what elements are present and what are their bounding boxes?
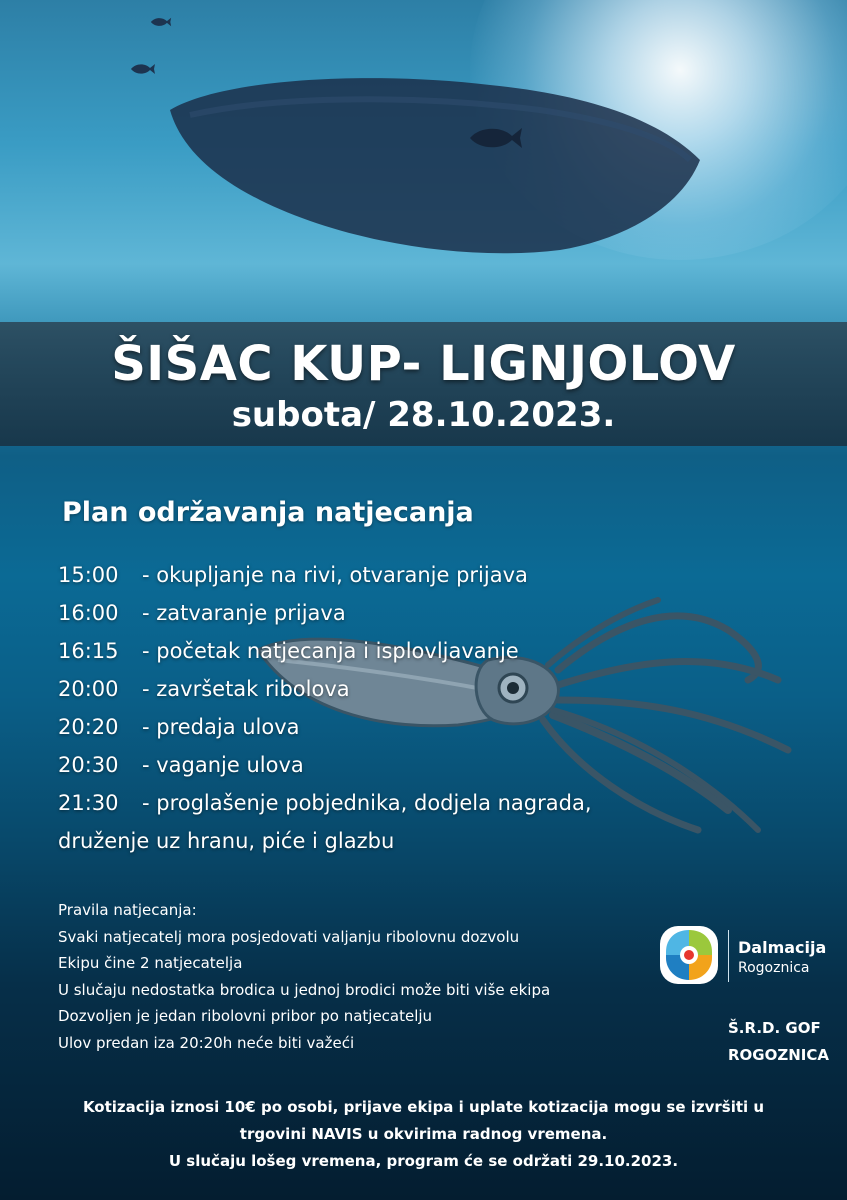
schedule-time: 15:00 bbox=[58, 563, 119, 587]
event-title: ŠIŠAC KUP- LIGNJOLOV bbox=[111, 336, 736, 392]
schedule-text: - okupljanje na rivi, otvaranje prijava bbox=[142, 563, 528, 587]
footer-info bbox=[0, 1094, 847, 1175]
schedule-time: 20:30 bbox=[58, 753, 119, 777]
logo-name: Dalmacija bbox=[738, 938, 827, 957]
footer-line: U slučaju lošeg vremena, program će se održati 29.10.2023. bbox=[168, 1152, 679, 1170]
schedule-item bbox=[58, 712, 592, 750]
logo-subtitle: Rogoznica bbox=[738, 960, 810, 976]
schedule-time: 20:20 bbox=[58, 715, 119, 739]
schedule-time: 16:15 bbox=[58, 639, 119, 663]
schedule-text: - zatvaranje prijava bbox=[142, 601, 346, 625]
schedule-item bbox=[58, 674, 592, 712]
rules-heading: Pravila natjecanja: bbox=[58, 901, 197, 919]
club-name bbox=[728, 1015, 829, 1069]
rules-section bbox=[58, 899, 550, 1058]
rule-item: Svaki natjecatelj mora posjedovati valjanju ribolovnu dozvolu bbox=[58, 927, 520, 946]
schedule-text: - početak natjecanja i isplovljavanje bbox=[142, 639, 519, 663]
logo-divider bbox=[728, 930, 729, 982]
plan-heading: Plan održavanja natjecanja bbox=[62, 497, 474, 528]
schedule-time: 16:00 bbox=[58, 601, 119, 625]
schedule-text: - predaja ulova bbox=[142, 715, 300, 739]
fish-icon bbox=[468, 122, 524, 152]
schedule-text: - vaganje ulova bbox=[142, 753, 304, 777]
club-name-line: Š.R.D. GOF bbox=[728, 1019, 821, 1037]
boat-hull-silhouette bbox=[160, 40, 720, 270]
dalmacija-logo-icon bbox=[656, 922, 722, 988]
event-date: subota/ 28.10.2023. bbox=[231, 395, 616, 435]
schedule-list bbox=[58, 560, 592, 864]
schedule-text: - završetak ribolova bbox=[142, 677, 350, 701]
club-name-line: ROGOZNICA bbox=[728, 1046, 829, 1064]
small-fish-icon bbox=[130, 62, 156, 76]
schedule-time: 21:30 bbox=[58, 791, 119, 815]
schedule-item bbox=[58, 560, 592, 598]
rule-item: Ekipu čine 2 natjecatelja bbox=[58, 954, 243, 972]
schedule-item bbox=[58, 750, 592, 788]
footer-line: Kotizacija iznosi 10€ po osobi, prijave ekipa i uplate kotizacija mogu se izvršiti u bbox=[82, 1098, 765, 1116]
schedule-item bbox=[58, 788, 592, 826]
rule-item: Ulov predan iza 20:20h neće biti važeći bbox=[58, 1033, 355, 1052]
rule-item: U slučaju nedostatka brodica u jednoj brodici može biti više ekipa bbox=[58, 980, 551, 999]
rule-item: Dozvoljen je jedan ribolovni pribor po natjecatelju bbox=[58, 1007, 433, 1025]
small-fish-icon bbox=[150, 16, 172, 28]
schedule-text: - proglašenje pobjednika, dodjela nagrada, bbox=[142, 791, 592, 815]
footer-line: trgovini NAVIS u okvirima radnog vremena. bbox=[239, 1125, 608, 1143]
schedule-time: 20:00 bbox=[58, 677, 119, 701]
schedule-item bbox=[58, 636, 592, 674]
schedule-continuation: druženje uz hranu, piće i glazbu bbox=[58, 829, 395, 853]
schedule-item bbox=[58, 598, 592, 636]
